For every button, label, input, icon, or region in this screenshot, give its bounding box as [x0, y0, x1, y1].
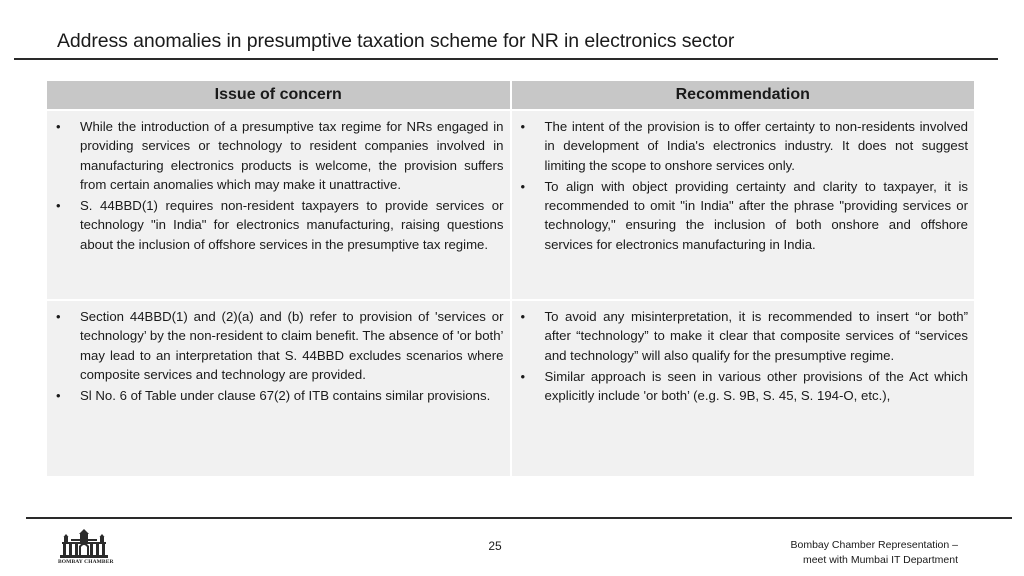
issue-cell: [47, 110, 511, 300]
recommendation-item: • To align with object providing certainty and clarity to taxpayer, it is recommended to omit "in India" after the phrase "providing services or technology," ensuring the inclusion of both onshore and offshore services for electronics manufacturing in India.: [518, 177, 969, 254]
column-header-issue: Issue of concern: [47, 81, 511, 110]
footer-divider: [26, 517, 1012, 519]
footer-note-line: meet with Mumbai IT Department: [802, 554, 958, 566]
recommendation-list: [518, 117, 969, 254]
page-number: 25: [488, 539, 502, 553]
bombay-chamber-building-icon: [58, 528, 110, 559]
recommendation-item: • The intent of the provision is to offer certainty to non-residents involved in development of India's electronics industry. It does not suggest limiting the scope to onshore services only.: [518, 117, 969, 175]
issue-list: [53, 307, 504, 405]
recommendation-item: • To avoid any misinterpretation, it is recommended to insert “or both” after “technology” to make it clear that composite services of “services and technology” will also qualify for the presumptive regime.: [518, 307, 969, 365]
recommendation-cell: [511, 110, 975, 300]
issue-item: • While the introduction of a presumptive tax regime for NRs engaged in providing services or technology to resident companies involved in manufacturing electronics products is welcome, the provision suffers from certain anomalies which may make it unattractive.: [53, 117, 504, 194]
bombay-chamber-logo: [58, 528, 114, 568]
issue-item: • Section 44BBD(1) and (2)(a) and (b) refer to provision of 'services or technology’ by the non-resident to claim benefit. The absence of 'or both’ may lead to an interpretation that S. 44BBD excludes scenarios where composite services and technology are provided.: [53, 307, 504, 384]
column-header-recommendation: Recommendation: [511, 81, 975, 110]
concern-recommendation-table: [47, 81, 974, 476]
recommendation-list: [518, 307, 969, 405]
footer-note: [728, 538, 958, 568]
table-row: [47, 110, 974, 300]
table-row: [47, 300, 974, 476]
recommendation-cell: [511, 300, 975, 476]
issue-list: [53, 117, 504, 254]
issue-item: • S. 44BBD(1) requires non-resident taxpayers to provide services or technology "in India" for electronics manufacturing, raising questions about the inclusion of offshore services in the presumptive tax regime.: [53, 196, 504, 254]
page-title: Address anomalies in presumptive taxation scheme for NR in electronics sector: [57, 30, 735, 52]
recommendation-item: • Similar approach is seen in various other provisions of the Act which explicitly include 'or both’ (e.g. S. 9B, S. 45, S. 194-O, etc.),: [518, 367, 969, 406]
logo-wordmark: BOMBAY CHAMBER: [58, 559, 114, 565]
table-header-row: [47, 81, 974, 110]
issue-cell: [47, 300, 511, 476]
issue-item: • Sl No. 6 of Table under clause 67(2) of ITB contains similar provisions.: [53, 386, 504, 405]
footer-note-line: Bombay Chamber Representation –: [790, 539, 958, 551]
title-divider: [14, 58, 998, 60]
